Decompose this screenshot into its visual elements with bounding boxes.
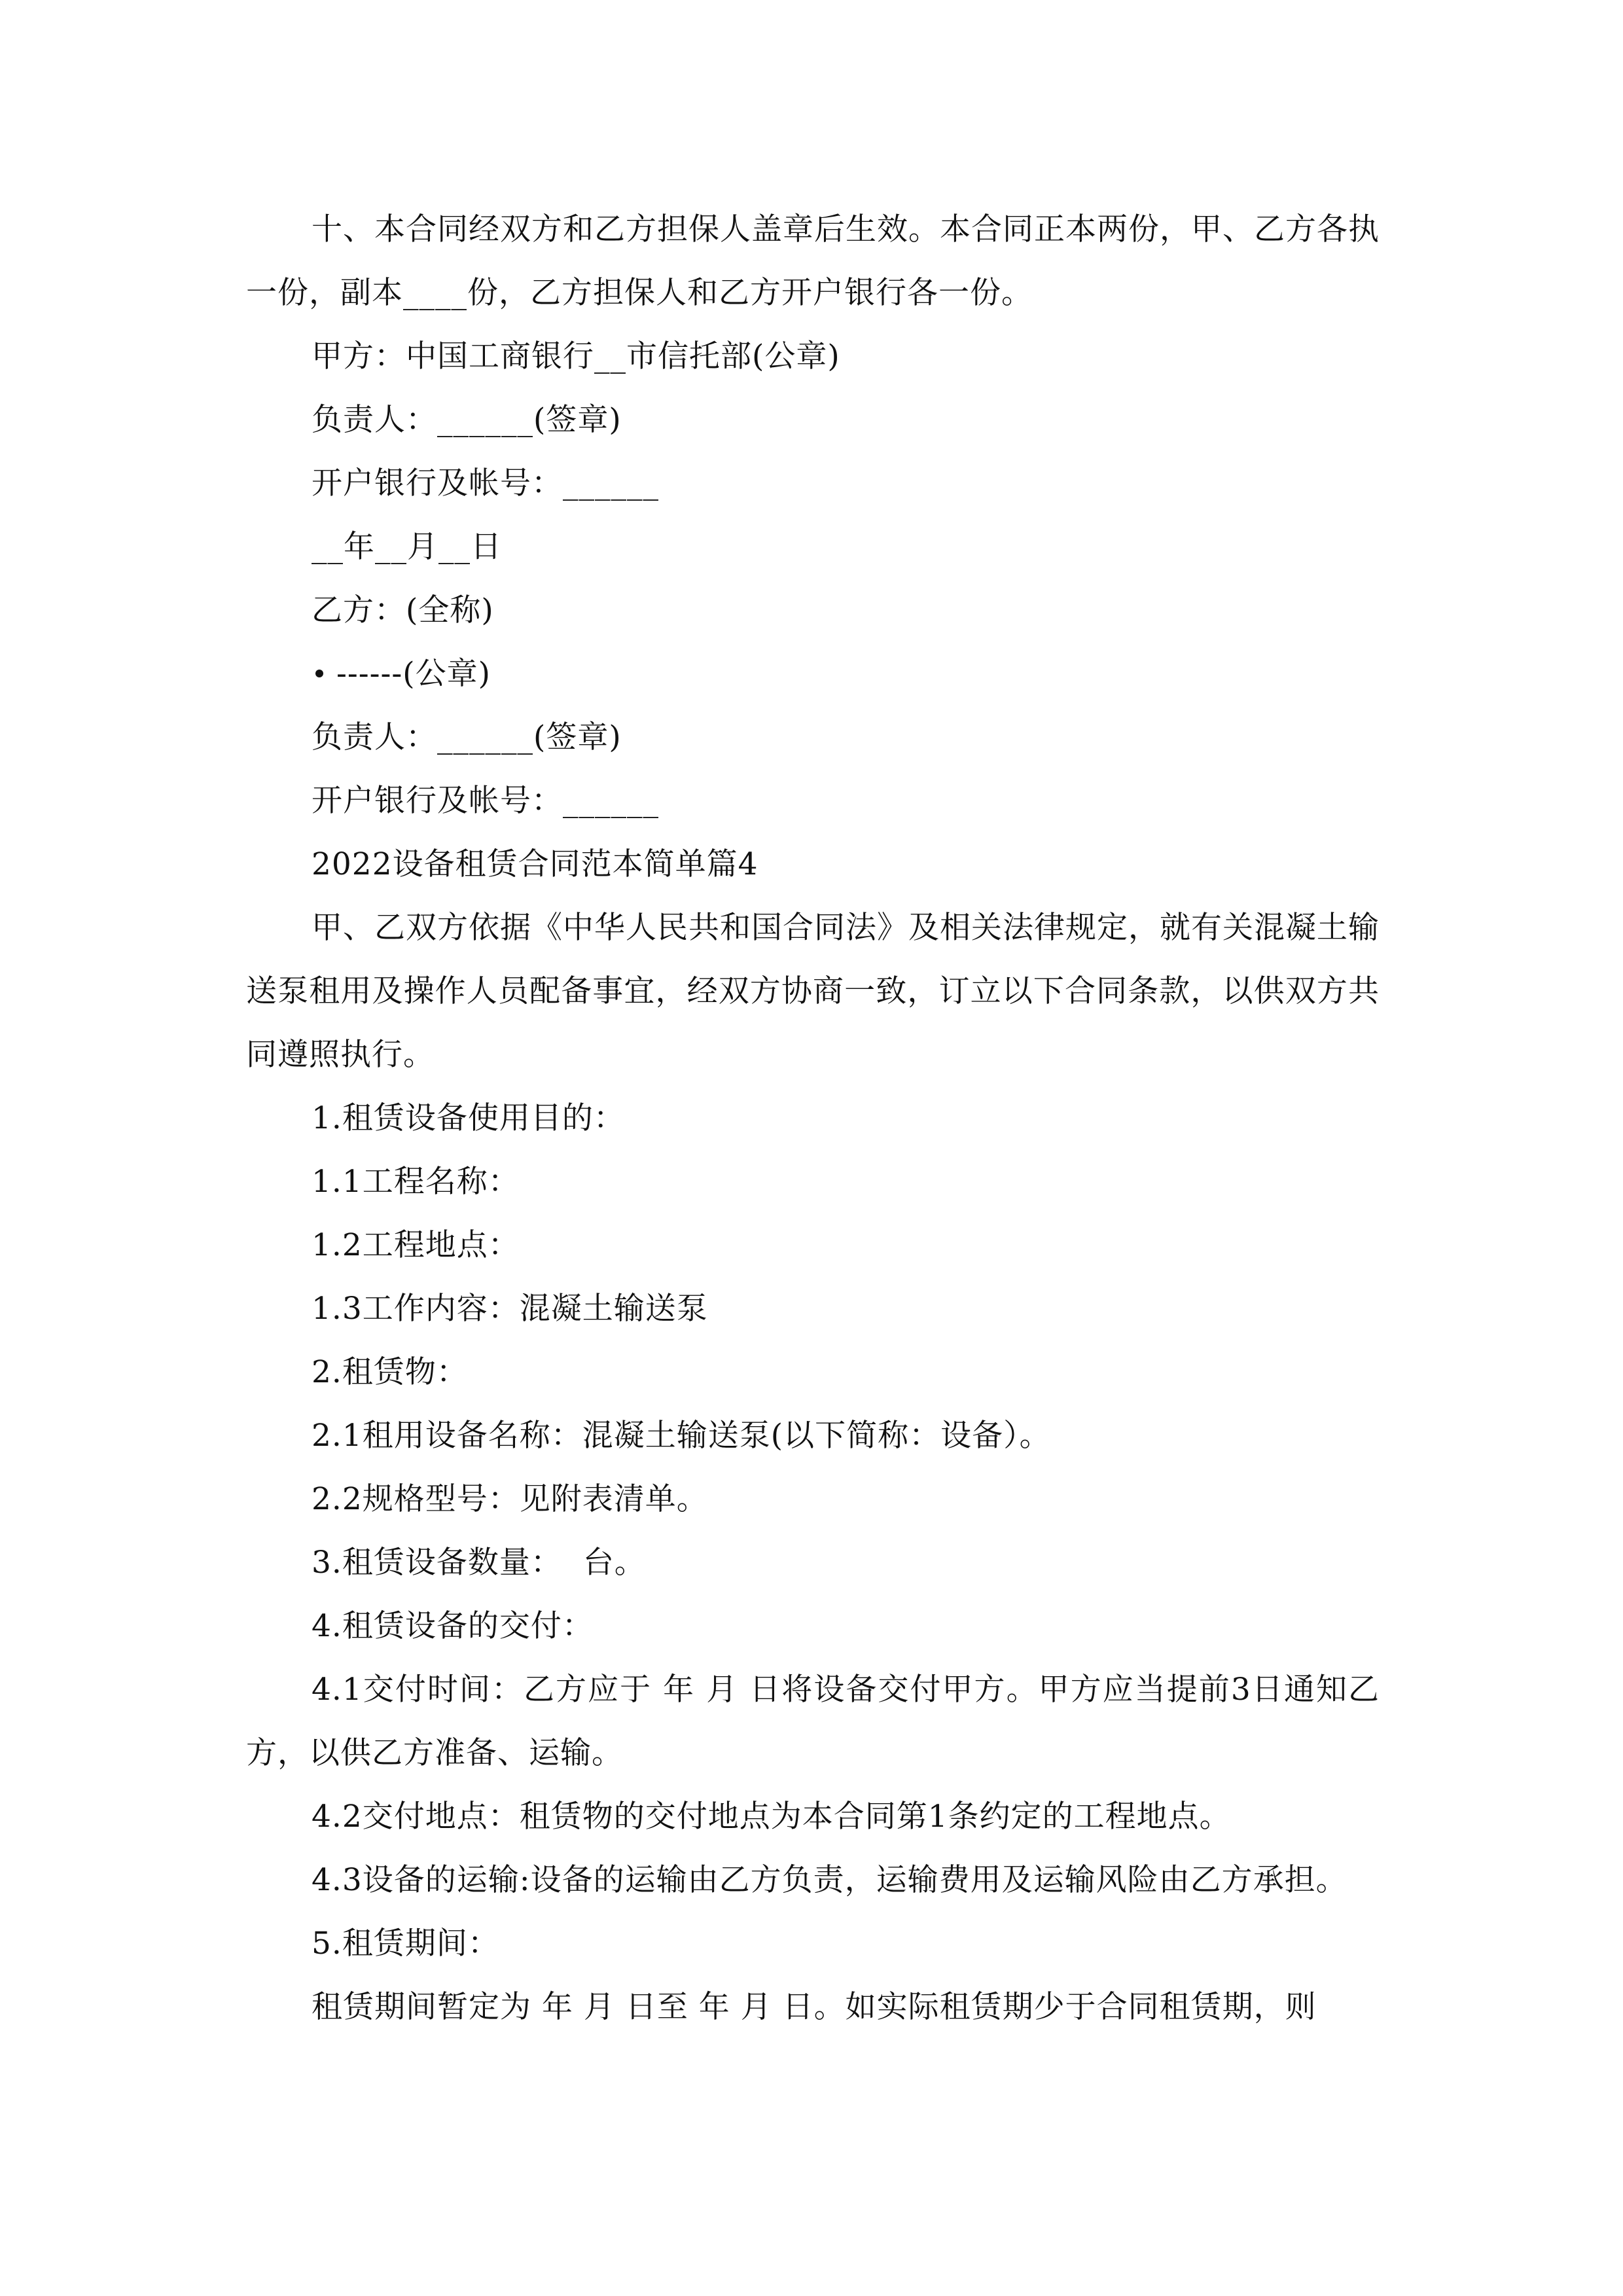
clause-4-heading: 4.租赁设备的交付： [312, 1608, 594, 1644]
party-a-bank-account: 开户银行及帐号：______ [312, 465, 659, 501]
clause-4-3: 4.3设备的运输:设备的运输由乙方负责，运输费用及运输风险由乙方承担。 [312, 1862, 1347, 1898]
section-heading: 2022设备租赁合同范本简单篇4 [312, 846, 758, 882]
clause-10-effectiveness: 十、本合同经双方和乙方担保人盖章后生效。本合同正本两份，甲、乙方各执一份，副本____份，乙方担保人和乙方开户银行各一份。 [246, 211, 1380, 311]
bullet-icon [315, 670, 323, 677]
clause-1-heading: 1.租赁设备使用目的： [312, 1100, 625, 1136]
contract-preamble: 甲、乙双方依据《中华人民共和国合同法》及相关法律规定，就有关混凝土输送泵租用及操作人员配备事宜，经双方协商一致，订立以下合同条款，以供双方共同遵照执行。 [246, 910, 1380, 1073]
clause-2-1: 2.1租用设备名称：混凝土输送泵(以下简称：设备）。 [312, 1418, 1051, 1454]
party-b-seal-line [246, 642, 1380, 706]
clause-2-2: 2.2规格型号：见附表清单。 [312, 1481, 708, 1517]
party-b-name: 乙方：(全称) [312, 592, 494, 628]
signing-date: __年__月__日 [312, 529, 502, 565]
clause-2-heading: 2.租赁物： [312, 1354, 468, 1390]
party-a-representative: 负责人：______(签章) [312, 402, 622, 438]
party-b-representative: 负责人：______(签章) [312, 719, 622, 755]
party-b-bank-account: 开户银行及帐号：______ [312, 783, 659, 819]
clause-5-heading: 5.租赁期间： [312, 1926, 499, 1962]
clause-4-2: 4.2交付地点：租赁物的交付地点为本合同第1条约定的工程地点。 [312, 1799, 1231, 1835]
clause-4-1: 4.1交付时间：乙方应于 年 月 日将设备交付甲方。甲方应当提前3日通知乙方，以供乙方准备、运输。 [246, 1672, 1380, 1771]
document-body [246, 198, 1380, 2039]
party-a-name: 甲方：中国工商银行__市信托部(公章) [312, 338, 840, 374]
clause-3: 3.租赁设备数量： 台。 [312, 1545, 646, 1581]
party-b-seal-text: ------(公章) [336, 656, 491, 692]
clause-5-body: 租赁期间暂定为 年 月 日至 年 月 日。如实际租赁期少于合同租赁期，则 [312, 1989, 1317, 2025]
clause-1-3: 1.3工作内容：混凝土输送泵 [312, 1291, 708, 1327]
clause-1-1: 1.1工程名称： [312, 1164, 520, 1200]
clause-1-2: 1.2工程地点： [312, 1227, 520, 1263]
